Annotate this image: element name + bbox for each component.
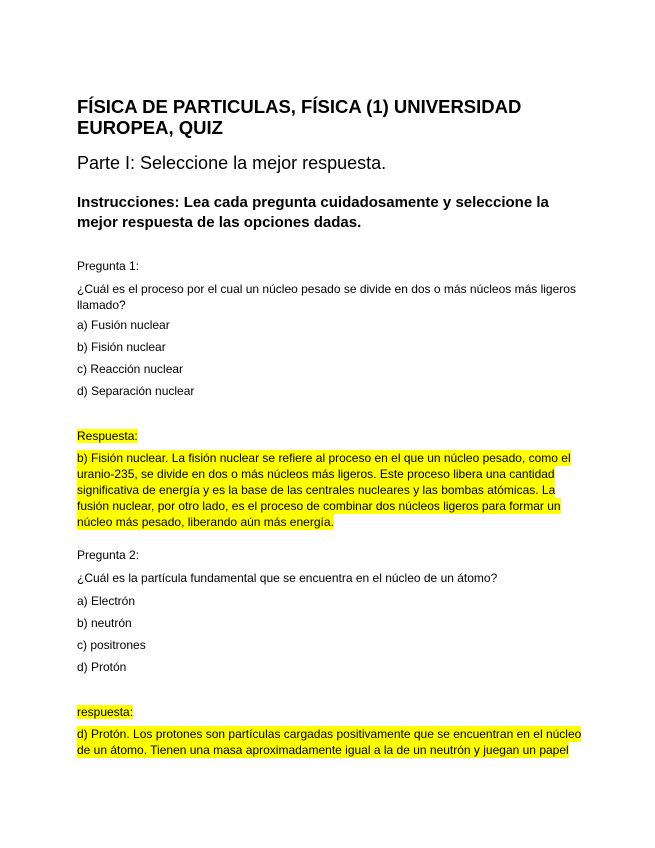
question-1-option-d: d) Separación nuclear: [77, 384, 195, 398]
question-2-option-b: b) neutrón: [77, 616, 132, 630]
question-2-option-c: c) positrones: [77, 638, 146, 652]
question-2-option-d: d) Protón: [77, 660, 127, 674]
answer-1-text: b) Fisión nuclear. La fisión nuclear se refiere al proceso en el que un núcleo pesado, como el uranio-235, se divide en dos o más núcleos más ligeros. Este proceso libera una cantidad significativa de energía y es la base de las centrales nucleares y las bombas atómicas. La fusión nuclear, por otro lado, es el proceso de combinar dos núcleos ligeros para formar un núcleo más pesado, liberando aún más energía.: [77, 451, 571, 529]
question-1-option-b: b) Fisión nuclear: [77, 340, 166, 354]
part-heading: Parte I: Seleccione la mejor respuesta.: [77, 153, 387, 173]
question-1-text: ¿Cuál es el proceso por el cual un núcleo pesado se divide en dos o más núcleos más ligeros llamado?: [77, 282, 576, 312]
document-title: FÍSICA DE PARTICULAS, FÍSICA (1) UNIVERSIDAD EUROPEA, QUIZ: [77, 96, 522, 138]
instructions: Instrucciones: Lea cada pregunta cuidadosamente y seleccione la mejor respuesta de las opciones dadas.: [77, 194, 549, 231]
question-1-label: Pregunta 1:: [77, 259, 140, 273]
question-1-option-c: c) Reacción nuclear: [77, 362, 184, 376]
question-2-text: ¿Cuál es la partícula fundamental que se encuentra en el núcleo de un átomo?: [77, 571, 498, 585]
question-2-option-a: a) Electrón: [77, 594, 136, 608]
answer-1-label: Respuesta:: [77, 429, 138, 443]
answer-2-label: respuesta:: [77, 705, 134, 719]
question-1-option-a: a) Fusión nuclear: [77, 318, 170, 332]
question-2-label: Pregunta 2:: [77, 548, 140, 562]
answer-2-text: d) Protón. Los protones son partículas cargadas positivamente que se encuentran en el núcleo de un átomo. Tienen una masa aproximadamente igual a la de un neutrón y juegan un papel: [77, 727, 582, 757]
